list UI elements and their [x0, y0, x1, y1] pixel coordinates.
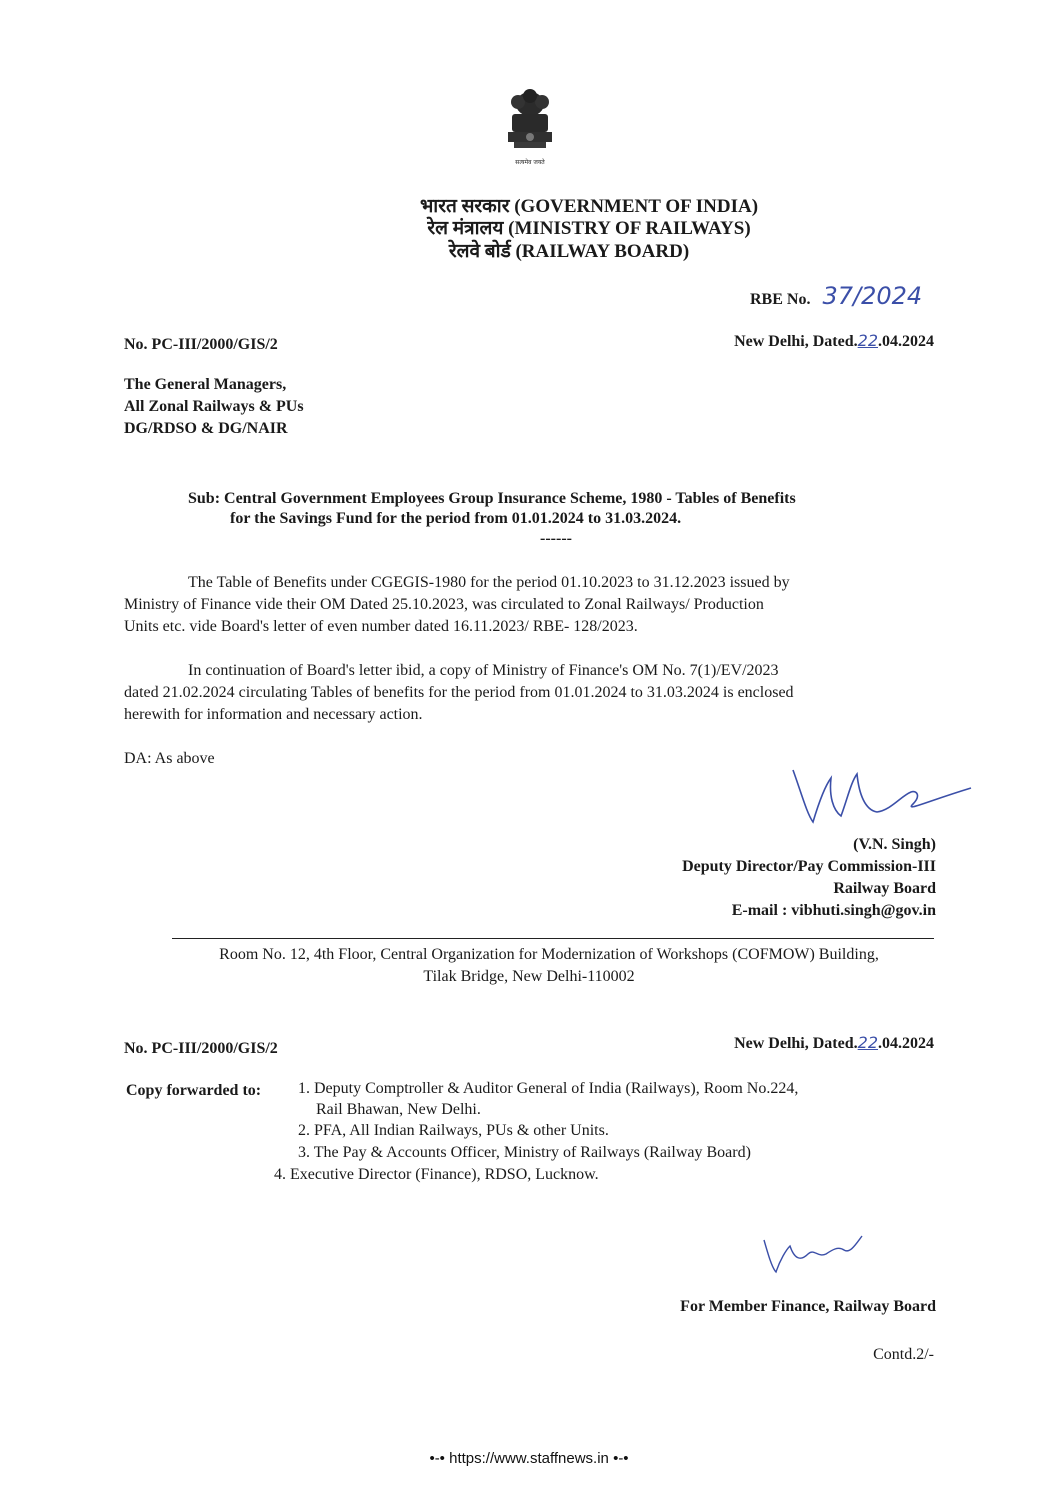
date-day: 22	[857, 331, 878, 350]
rbe-handwritten: 37/2024	[822, 282, 923, 310]
copy-date-prefix: New Delhi, Dated.	[734, 1035, 858, 1052]
para1-line3: Units etc. vide Board's letter of even number dated 16.11.2023/ RBE- 128/2023.	[124, 618, 638, 635]
subject-line-1: Sub: Central Government Employees Group Insurance Scheme, 1980 - Tables of Benefits	[188, 490, 796, 507]
signature	[785, 752, 975, 837]
subject-separator: ------	[540, 530, 572, 547]
office-address-line-2: Tilak Bridge, New Delhi-110002	[423, 968, 635, 985]
addressee-line-2: All Zonal Railways & PUs	[124, 398, 304, 415]
para1-line2: Ministry of Finance vide their OM Dated 25.10.2023, was circulated to Zonal Railways/ Production	[124, 596, 764, 613]
copy-item-4: 4. Executive Director (Finance), RDSO, Lucknow.	[274, 1166, 599, 1183]
letter-date	[734, 330, 934, 353]
copy-date	[734, 1032, 934, 1055]
divider	[172, 938, 934, 939]
copy-date-rest: .04.2024	[878, 1035, 934, 1052]
para2-line3: herewith for information and necessary action.	[124, 706, 423, 723]
emblem-motto: सत्यमेव जयते	[515, 159, 545, 166]
rbe-number	[750, 282, 922, 310]
copy-item-2: 2. PFA, All Indian Railways, PUs & other Units.	[298, 1122, 609, 1139]
copy-date-day: 22	[857, 1033, 878, 1052]
para2-line1: In continuation of Board's letter ibid, a copy of Ministry of Finance's OM No. 7(1)/EV/2023	[188, 662, 779, 679]
letterhead-board: रेलवे बोर्ड (RAILWAY BOARD)	[448, 241, 690, 262]
para1-line1: The Table of Benefits under CGEGIS-1980 for the period 01.10.2023 to 31.12.2023 issued by	[188, 574, 790, 591]
subject-line-2: for the Savings Fund for the period from 01.01.2024 to 31.03.2024.	[230, 510, 682, 527]
second-signature	[758, 1228, 868, 1283]
signatory-designation: Deputy Director/Pay Commission-III	[682, 858, 936, 875]
addressee-line-1: The General Managers,	[124, 376, 287, 393]
office-address-line-1: Room No. 12, 4th Floor, Central Organization for Modernization of Workshops (COFMOW) Building,	[219, 946, 879, 963]
addressee-line-3: DG/RDSO & DG/NAIR	[124, 420, 288, 437]
continued-note: Contd.2/-	[873, 1346, 934, 1363]
date-rest: .04.2024	[878, 333, 934, 350]
national-emblem	[498, 84, 562, 168]
signatory-office: Railway Board	[833, 880, 936, 897]
letterhead-ministry: रेल मंत्रालय (MINISTRY OF RAILWAYS)	[427, 218, 751, 239]
date-prefix: New Delhi, Dated.	[734, 333, 858, 350]
copy-reference-number: No. PC-III/2000/GIS/2	[124, 1040, 278, 1057]
para2-line2: dated 21.02.2024 circulating Tables of benefits for the period from 01.01.2024 to 31.03.2024 is enclosed	[124, 684, 794, 701]
letterhead-government: भारत सरकार (GOVERNMENT OF INDIA)	[419, 196, 759, 217]
copy-item-1-cont: Rail Bhawan, New Delhi.	[316, 1101, 481, 1118]
for-member-finance: For Member Finance, Railway Board	[680, 1298, 936, 1315]
signatory-name: (V.N. Singh)	[853, 836, 936, 853]
copy-item-3: 3. The Pay & Accounts Officer, Ministry of Railways (Railway Board)	[298, 1144, 751, 1161]
copy-forwarded-label: Copy forwarded to:	[126, 1082, 262, 1099]
footer-url: •-• https://www.staffnews.in •-•	[429, 1450, 629, 1467]
copy-item-1: 1. Deputy Comptroller & Auditor General of India (Railways), Room No.224,	[298, 1080, 799, 1097]
reference-number: No. PC-III/2000/GIS/2	[124, 336, 278, 353]
signatory-email: E-mail : vibhuti.singh@gov.in	[731, 902, 936, 919]
enclosure-note: DA: As above	[124, 750, 215, 767]
rbe-label: RBE No.	[750, 291, 811, 308]
